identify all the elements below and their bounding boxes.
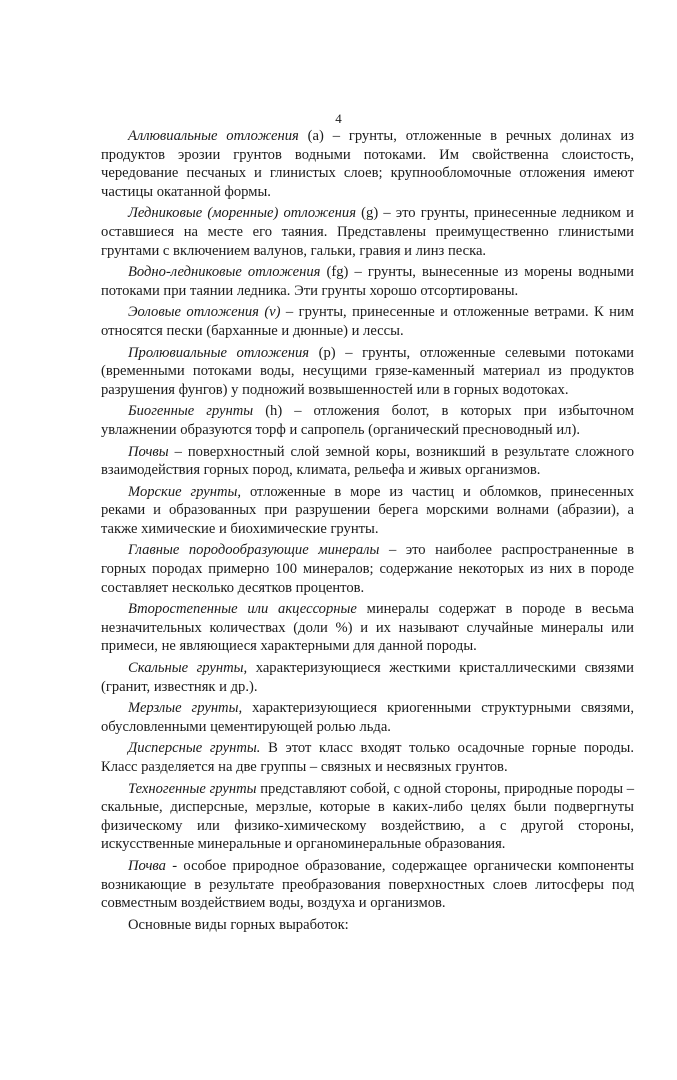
paragraph [101,402,634,439]
definition: (a) – грунты, отложенные в речных долинах из продуктов эрозии грунтов водными потоками. Им свойственна слоистость, чередование песчаных и глинистых слоев; крупнообломочные отложения имеют частицы окатанной формы. [101,128,635,200]
definition: (g) – это грунты, принесенные ледником и оставшиеся на месте его таяния. Представлены преимущественно глинистыми грунтами с включением валунов, гальки, гравия и линз песка. [101,205,634,259]
definition: отложенные в море из частиц и обломков, принесенных реками и образованных при разрушении берега морскими волнами (абразии), а также химические и биохимические грунты. [101,483,634,537]
definition: представляют собой, с одной стороны, природные породы – скальные, дисперсные, мерзлые, которые в каких-либо целях были подвергнуты физическому или физико-химическому воздействию, а с другой стороны, искусственные минеральные и органоминеральные образования. [101,780,634,853]
paragraph [101,483,634,539]
definition: (p) – грунты, отложенные селевыми потоками (временными потоками воды, несущими грязе-каменный материал из продуктов разрушения фунгов) у подножий возвышенностей или в горных водотоках. [101,344,634,398]
definition: – грунты, принесенные и отложенные ветрами. К ним относятся пески (барханные и дюнные) и лессы. [101,304,634,339]
definition: характеризующиеся криогенными структурными связями, обусловленными цементирующей ролью льда. [101,700,634,735]
term: Биогенные грунты [128,403,254,420]
definition: - особое природное образование, содержащее органически компоненты возникающие в результате преобразования поверхностных слоев литосферы под совместным воздействием воды, воздуха и организмов. [101,857,634,912]
term: Мерзлые грунты, [128,700,243,717]
definition: – это наиболее распространенные в горных породах примерно 100 минералов; содержание некоторых из них в породе составляет несколько десятков процентов. [101,542,634,596]
term: Морские грунты, [128,483,242,500]
definition: Основные виды горных выработок: [128,916,349,933]
definition: (fg) – грунты, вынесенные из морены водными потоками при таянии ледника. Эти грунты хорошо отсортированы. [101,264,634,299]
term: Почвы [128,443,169,460]
term: Ледниковые (моренные) отложения [128,205,356,222]
definition: (h) – отложения болот, в которых при избыточном увлажнении образуются торф и сапропель (органический пресноводный ил). [101,403,634,438]
paragraph [101,600,634,656]
paragraph [101,204,634,260]
definition: минералы содержат в породе в весьма незначительных количествах (доли %) и их называют случайные минералы или примеси, не являющиеся характерными для данной породы. [101,601,634,655]
paragraph [101,739,634,776]
definition: – поверхностный слой земной коры, возникший в результате сложного взаимодействия горных пород, климата, рельефа и живых организмов. [101,443,634,479]
paragraph [101,916,634,935]
paragraph [101,127,634,201]
definition: характеризующиеся жесткими кристаллическими связями (гранит, известняк и др.). [101,660,634,695]
paragraph [101,780,634,854]
term: Дисперсные грунты. [128,740,261,757]
text-body [101,127,634,937]
paragraph [101,699,634,736]
paragraph [101,659,634,696]
term: Второстепенные или акцессорные [128,601,357,618]
paragraph [101,303,634,340]
term: Пролювиальные отложения [128,344,310,361]
paragraph [101,857,634,913]
term: Эоловые отложения (v) [128,304,281,321]
term: Скальные грунты, [128,660,248,677]
paragraph [101,263,634,300]
paragraph [101,443,634,480]
page-number: 4 [335,111,342,126]
term: Почва [128,857,166,874]
paragraph [101,344,634,400]
term: Техногенные грунты [128,780,257,797]
term: Аллювиальные отложения [128,128,299,144]
definition: В этот класс входят только осадочные горные породы. Класс разделяется на две группы – связных и несвязных грунтов. [101,740,635,775]
term: Главные породообразующие минералы [128,542,380,559]
term: Водно-ледниковые отложения [128,264,321,281]
paragraph [101,541,634,597]
